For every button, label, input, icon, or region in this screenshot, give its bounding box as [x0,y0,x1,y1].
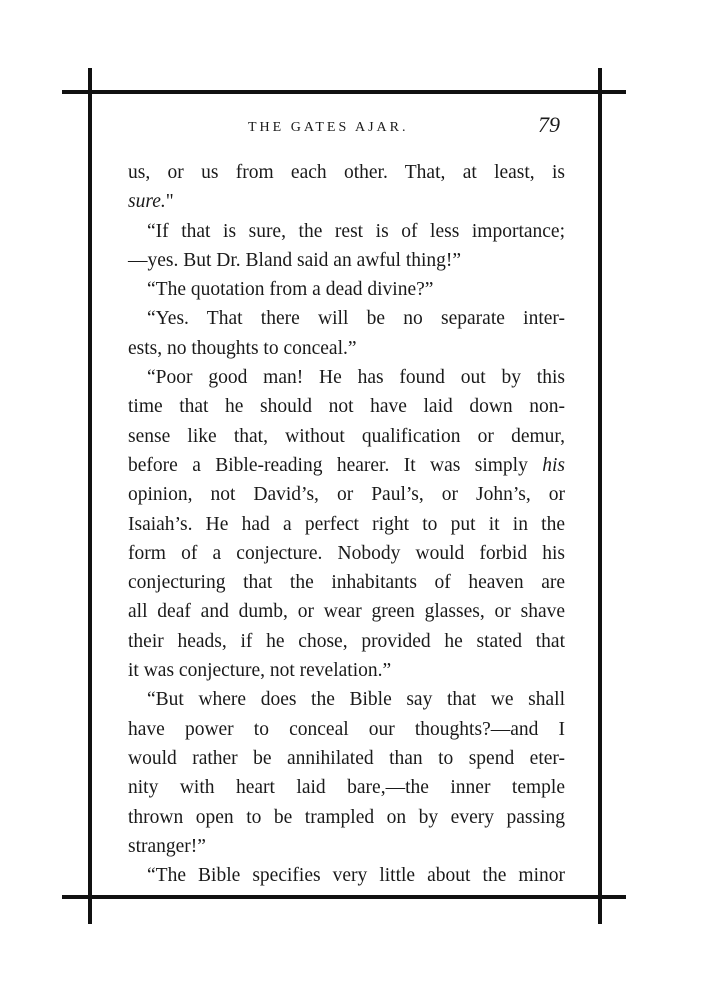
text-line: it was conjecture, not revelation.” [128,660,392,682]
text-line: Isaiah’s. He had a perfect right to put it in the [128,513,565,535]
text-line: time that he should not have laid down non- [128,396,565,418]
text-line: have power to conceal our thoughts?—and I [128,718,565,740]
text-line: before a Bible-reading hearer. It was simply his [128,454,565,476]
text-line: —yes. But Dr. Bland said an awful thing!” [128,249,462,271]
top-border-rule [62,90,626,94]
text-line: us, or us from each other. That, at least, is [128,162,565,183]
text-line: nity with heart laid bare,—the inner temple [128,777,565,799]
text-line: would rather be annihilated than to spend eter- [128,747,565,769]
text-line: “But where does the Bible say that we shall [147,689,565,711]
text-line: “The quotation from a dead divine?” [147,279,434,301]
text-line: form of a conjecture. Nobody would forbid his [128,542,565,564]
text-line: thrown open to be trampled on by every passing [128,806,565,828]
text-line: conjecturing that the inhabitants of heaven are [128,572,565,594]
page-number: 79 [538,112,560,137]
right-border-rule [598,68,602,924]
body-text [128,158,565,890]
text-line: opinion, not David’s, or Paul’s, or John’s, or [128,484,565,506]
text-line: all deaf and dumb, or wear green glasses, or shave [128,601,565,623]
left-border-rule [88,68,92,924]
text-line: sure." [128,191,174,213]
text-line: “The Bible specifies very little about the minor [147,865,565,887]
text-line: their heads, if he chose, provided he stated that [128,630,565,652]
text-line: ests, no thoughts to conceal.” [128,337,357,359]
text-line: stranger!” [128,835,206,857]
running-title: THE GATES AJAR. [248,120,409,135]
bottom-border-rule [62,895,626,899]
text-line: “Poor good man! He has found out by this [147,367,565,389]
text-line: “Yes. That there will be no separate inter- [147,308,565,330]
text-line: “If that is sure, the rest is of less importance; [147,220,565,242]
text-line: sense like that, without qualification or demur, [128,425,565,447]
